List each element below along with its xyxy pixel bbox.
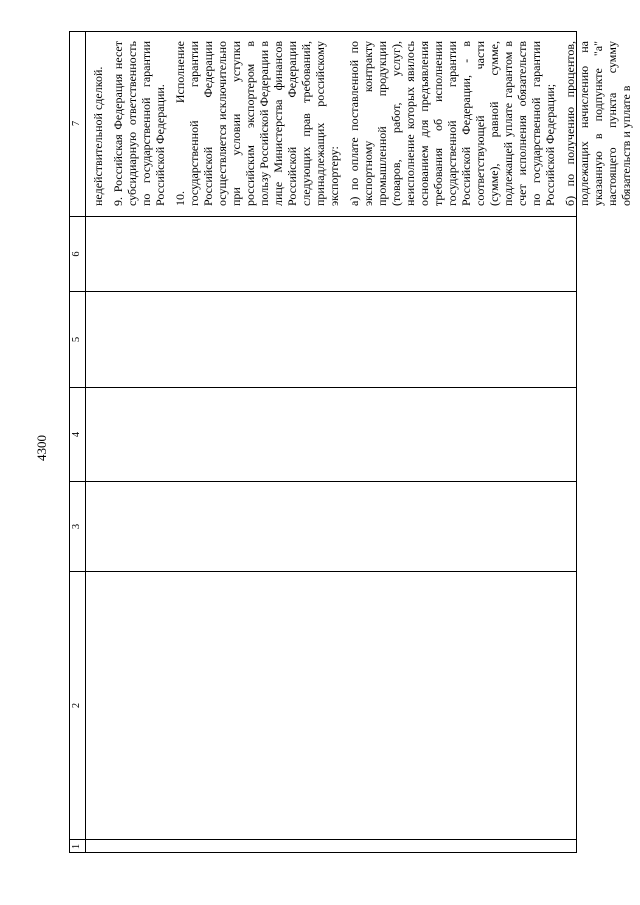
page-number: 4300	[34, 435, 49, 461]
paragraph-10: 10. Исполнение государственной гарантии Российской Федерации осуществляется исключительно при условии уступки российским экспортером в пользу Российской Федерации в лице Министерства финансов Российской Федерации следующих прав требований, принадлежащих российскому экспортеру:	[173, 41, 341, 206]
cell-col-6	[85, 216, 577, 291]
table-body-row	[85, 31, 633, 853]
header-col-5: 5	[69, 291, 85, 387]
paragraph-10b: б) по получению процентов, подлежащих начислению на указанную в подпункте "а" настоящего пункта сумму обязательств и уплате в	[563, 41, 633, 206]
cell-col-3	[85, 481, 577, 571]
cell-col-4	[85, 387, 577, 481]
header-col-3: 3	[69, 481, 85, 571]
rotated-table	[69, 31, 633, 853]
cell-col-2	[85, 571, 577, 839]
header-col-6: 6	[69, 216, 85, 291]
header-col-2: 2	[69, 571, 85, 839]
paragraph-10a: а) по оплате поставленной по экспортному контракту промышленной продукции (товаров, работ, услуг), неисполнение которых явилось основанием для предъявления требования об исполнении государственной гарантии Российской Федерации, - в соответствующей части (сумме), равной сумме, подлежащей уплате гарантом в счет исполнения обязательств по государственной гарантии Российской Федерации;	[347, 41, 557, 206]
header-col-7: 7	[71, 120, 82, 127]
header-col-4: 4	[69, 387, 85, 481]
header-col-1: 1	[69, 839, 85, 853]
paragraph-continuation: недействительной сделкой.	[91, 66, 105, 206]
paragraph-9: 9. Российская Федерация несет субсидиарную ответственность по государственной гарантии Российской Федерации.	[111, 41, 167, 206]
table-header-row	[69, 31, 86, 853]
cell-col-1	[85, 839, 577, 853]
cell-col-7	[85, 31, 633, 216]
cell-col-5	[85, 291, 577, 387]
